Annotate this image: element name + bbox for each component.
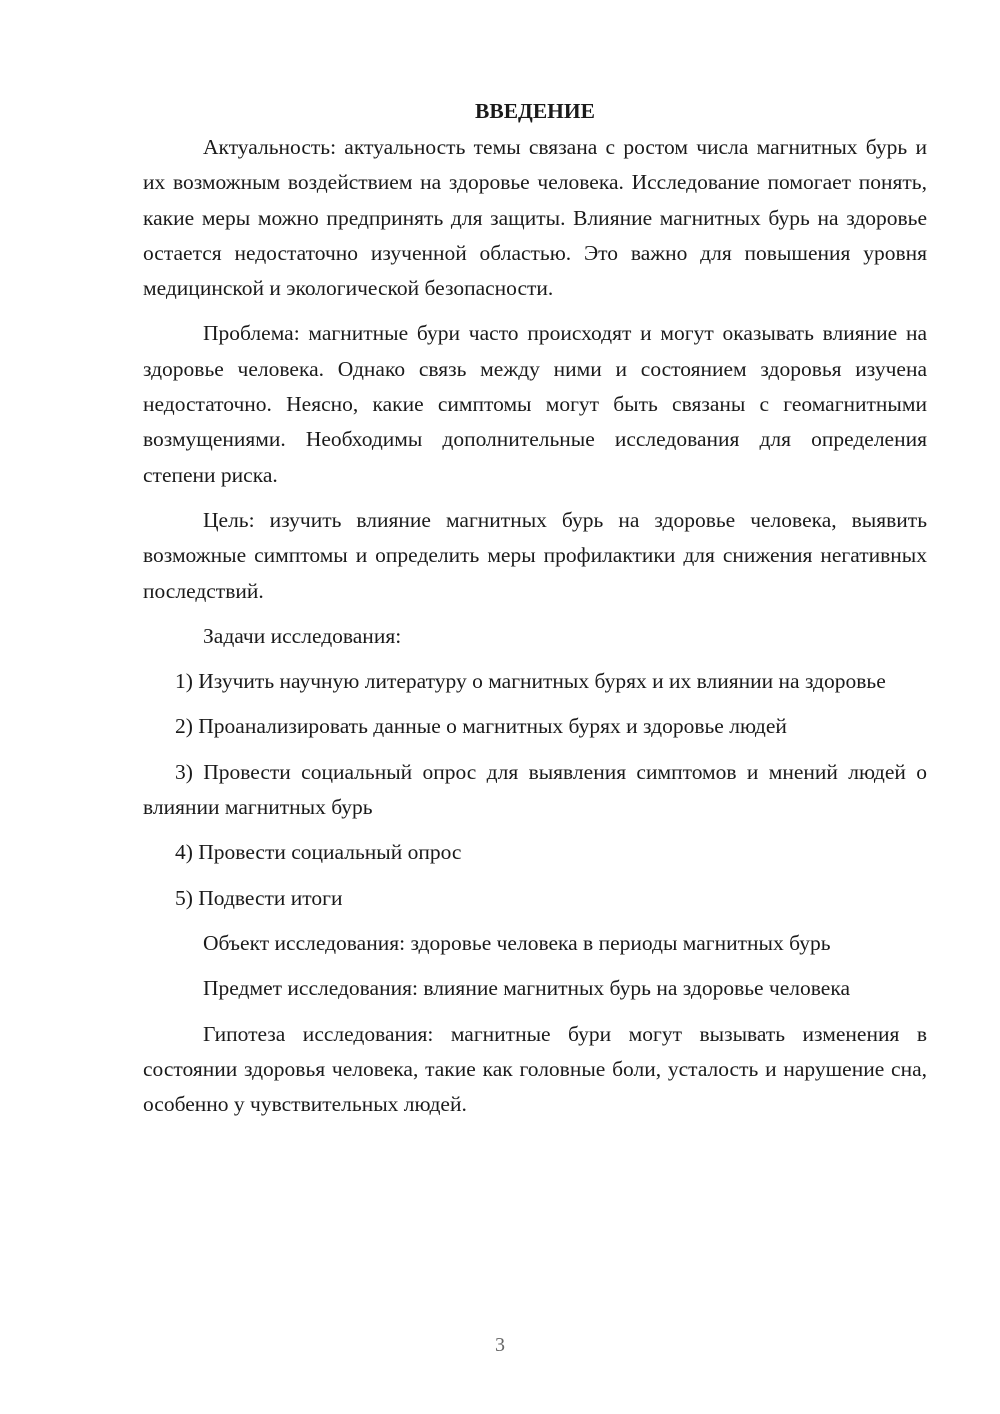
section-title: ВВЕДЕНИЕ — [475, 99, 595, 123]
object-paragraph: Объект исследования: здоровье человека в периоды магнитных бурь — [203, 930, 831, 955]
tasks-heading: Задачи исследования: — [203, 623, 402, 648]
task-item-1: 1) Изучить научную литературу о магнитных бурях и их влиянии на здоровье — [175, 669, 886, 694]
task-item-3: 3) Провести социальный опрос для выявления симптомов и мнений людей о влиянии магнитных бурь — [143, 759, 927, 820]
subject-paragraph: Предмет исследования: влияние магнитных бурь на здоровье человека — [203, 976, 851, 1001]
page-body — [143, 96, 927, 1122]
goal-paragraph: Цель: изучить влияние магнитных бурь на здоровье человека, выявить возможные симптомы и определить меры профилактики для снижения негативных последствий. — [143, 507, 927, 603]
hypothesis-paragraph: Гипотеза исследования: магнитные бури могут вызывать изменения в состоянии здоровья человека, такие как головные боли, усталость и нарушение сна, особенно у чувствительных людей. — [143, 1021, 927, 1117]
problem-paragraph: Проблема: магнитные бури часто происходят и могут оказывать влияние на здоровье человека. Однако связь между ними и состоянием здоровья изучена недостаточно. Неясно, какие симптомы могут быть связаны с геомагнитными возмущениями. Необходимы дополнительные исследования для определения степени риска. — [143, 321, 927, 487]
task-item-2: 2) Проанализировать данные о магнитных бурях и здоровье людей — [175, 714, 787, 739]
page-number: 3 — [495, 1334, 505, 1356]
relevance-paragraph: Актуальность: актуальность темы связана с ростом числа магнитных бурь и их возможным воздействием на здоровье человека. Исследование помогает понять, какие меры можно предпринять для защиты. Влияние магнитных бурь на здоровье остается недостаточно изученной областью. Это важно для повышения уровня медицинской и экологической безопасности. — [143, 135, 927, 301]
task-item-5: 5) Подвести итоги — [175, 885, 343, 910]
task-item-4: 4) Провести социальный опрос — [175, 840, 462, 865]
